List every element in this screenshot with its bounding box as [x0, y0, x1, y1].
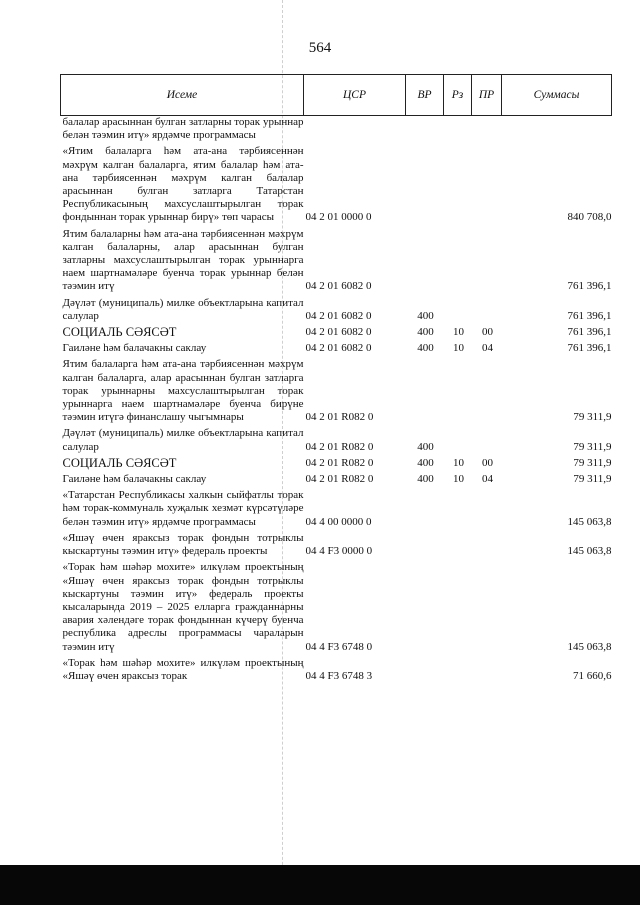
- table-body: [61, 116, 612, 684]
- cell-name: «Торак һәм шәһәр мохите» илкүләм проектының «Яшәү өчен яраксыз торак фондын тотрыклы кыскартуны тәэмин итү» федераль проекты кысаларында 2019 – 2025 елларга гражданнарны авария хәлендәге торак фондыннан күчерү буенча республика адреслы программасы чараларын тәэмин итү: [62, 561, 304, 653]
- cell-rz: [444, 297, 472, 323]
- table-row: [61, 116, 612, 143]
- cell-pr: [472, 358, 502, 424]
- cell-pr: [472, 561, 502, 653]
- cell-pr: 00: [482, 326, 493, 339]
- cell-vr: [406, 116, 444, 143]
- cell-name: Ятим балаларга һәм ата-ана тәрбиясеннән мәхрүм калган балаларга, алар арасыннан булган затларга торак урыннарны махсуслаштырылган торак урыннарга наем шартнамәләре буенча бирүне тәэмин итүгә финанслашу чыгымнары: [62, 358, 304, 424]
- cell-rz: [444, 116, 472, 143]
- cell-csr: 04 4 F3 6748 3: [305, 669, 373, 682]
- cell-sum: 761 396,1: [567, 309, 612, 322]
- cell-rz: [444, 657, 472, 683]
- column-header-pr: ПР: [472, 75, 502, 116]
- cell-sum: 79 311,9: [573, 456, 612, 469]
- cell-pr: [472, 427, 502, 453]
- cell-rz: [444, 228, 472, 294]
- table-row: [61, 532, 612, 558]
- column-header-sum: Суммасы: [502, 75, 612, 116]
- cell-vr: 400: [417, 456, 434, 469]
- cell-rz: [444, 561, 472, 653]
- cell-csr: 04 2 01 6082 0: [305, 342, 372, 355]
- cell-csr: 04 2 01 0000 0: [305, 211, 372, 224]
- table-row: [61, 297, 612, 323]
- cell-sum: 761 396,1: [567, 342, 612, 355]
- column-header-csr: ЦСР: [304, 75, 406, 116]
- cell-vr: 400: [417, 326, 434, 339]
- cell-sum: 145 063,8: [567, 515, 612, 528]
- cell-csr: 04 4 00 0000 0: [305, 515, 372, 528]
- cell-sum: 761 396,1: [567, 326, 612, 339]
- cell-name: Гаиләне һәм балачакны саклау: [62, 473, 207, 486]
- table-row: [61, 473, 612, 486]
- cell-csr: 04 2 01 R082 0: [305, 456, 374, 469]
- cell-csr: 04 2 01 6082 0: [305, 309, 372, 322]
- cell-name: Гаиләне һәм балачакны саклау: [62, 342, 207, 355]
- cell-sum: 71 660,6: [573, 669, 612, 682]
- table-row: [61, 457, 612, 470]
- cell-vr: [406, 489, 444, 529]
- cell-name: Ятим балаларны һәм ата-ана тәрбиясеннән мәхрүм калган балаларны, алар арасыннан булган затларны махсуслаштырылган торак урыннарга наем шартнамәләре буенча торак урыннар белән тәэмин итү: [62, 227, 304, 293]
- cell-name: «Ятим балаларга һәм ата-ана тәрбиясеннән мәхрүм калган балаларга, ятим балалар һәм ата-ана тәрбиясеннән мәхрүм калган балалар арасыннан булган затларга Татарстан Республикасының махсуслаштырылган торак фондыннан торак урыннар бирү» төп чарасы: [62, 145, 304, 224]
- cell-vr: [406, 358, 444, 424]
- cell-sum: 79 311,9: [573, 411, 612, 424]
- cell-sum: 840 708,0: [567, 211, 612, 224]
- cell-sum: 79 311,9: [573, 473, 612, 486]
- cell-csr: 04 2 01 R082 0: [305, 440, 374, 453]
- cell-name: СОЦИАЛЬ СӘЯСӘТ: [62, 455, 177, 470]
- cell-vr: 400: [417, 473, 434, 486]
- cell-pr: 00: [482, 456, 493, 469]
- cell-sum: 79 311,9: [573, 440, 612, 453]
- cell-sum: [502, 116, 612, 143]
- table-row: [61, 657, 612, 683]
- cell-rz: [444, 489, 472, 529]
- cell-pr: [472, 657, 502, 683]
- column-header-rz: Рз: [444, 75, 472, 116]
- cell-csr: 04 2 01 R082 0: [305, 473, 374, 486]
- cell-csr: 04 4 F3 0000 0: [305, 545, 373, 558]
- cell-rz: [444, 145, 472, 224]
- column-header-name: Исеме: [61, 75, 304, 116]
- table-row: [61, 342, 612, 355]
- cell-name: Дәүләт (муниципаль) милке объектларына капитал салулар: [62, 427, 304, 453]
- cell-csr: [304, 116, 406, 143]
- table-row: [61, 326, 612, 339]
- column-header-vr: ВР: [406, 75, 444, 116]
- cell-vr: [406, 532, 444, 558]
- table-row: [61, 228, 612, 294]
- cell-csr: 04 2 01 6082 0: [305, 280, 372, 293]
- cell-name: «Торак һәм шәһәр мохите» илкүләм проектының «Яшәү өчен яраксыз торак: [62, 656, 304, 682]
- cell-pr: 04: [482, 473, 493, 486]
- cell-pr: 04: [482, 342, 493, 355]
- cell-csr: 04 4 F3 6748 0: [305, 640, 373, 653]
- cell-sum: 145 063,8: [567, 545, 612, 558]
- cell-sum: 145 063,8: [567, 640, 612, 653]
- cell-name: Дәүләт (муниципаль) милке объектларына капитал салулар: [62, 296, 304, 322]
- page-number: 564: [308, 40, 332, 56]
- cell-csr: 04 2 01 R082 0: [305, 411, 374, 424]
- cell-sum: 761 396,1: [567, 280, 612, 293]
- cell-rz: [444, 358, 472, 424]
- table-row: [61, 489, 612, 529]
- cell-pr: [472, 489, 502, 529]
- cell-rz: 10: [453, 326, 464, 339]
- cell-name: СОЦИАЛЬ СӘЯСӘТ: [62, 325, 177, 340]
- cell-csr: 04 2 01 6082 0: [305, 326, 372, 339]
- cell-vr: [406, 657, 444, 683]
- cell-vr: [406, 561, 444, 653]
- cell-name: «Татарстан Республикасы халкын сыйфатлы торак һәм торак-коммуналь хуҗалык хезмәт күрсәтүләре белән тәэмин итү» ярдәмче программасы: [62, 489, 304, 528]
- cell-vr: 400: [417, 309, 434, 322]
- cell-vr: 400: [417, 342, 434, 355]
- cell-pr: [472, 532, 502, 558]
- cell-rz: [444, 427, 472, 453]
- cell-rz: [444, 532, 472, 558]
- table-row: [61, 145, 612, 224]
- table-row: [61, 427, 612, 453]
- cell-rz: 10: [453, 456, 464, 469]
- table-header-row: [61, 75, 612, 116]
- table-row: [61, 358, 612, 424]
- cell-name: балалар арасыннан булган затларны торак урыннар белән тәэмин итү» ярдәмче программасы: [62, 116, 304, 142]
- cell-rz: 10: [453, 473, 464, 486]
- scan-bottom-edge: [0, 865, 640, 905]
- cell-vr: [406, 228, 444, 294]
- cell-vr: 400: [417, 440, 434, 453]
- cell-pr: [472, 297, 502, 323]
- cell-pr: [472, 228, 502, 294]
- cell-rz: 10: [453, 342, 464, 355]
- table-row: [61, 561, 612, 653]
- cell-vr: [406, 145, 444, 224]
- cell-name: «Яшәү өчен яраксыз торак фондын тотрыклы кыскартуны тәэмин итү» федераль проекты: [62, 531, 304, 558]
- cell-pr: [472, 145, 502, 224]
- cell-pr: [472, 116, 502, 143]
- budget-table: [60, 74, 612, 683]
